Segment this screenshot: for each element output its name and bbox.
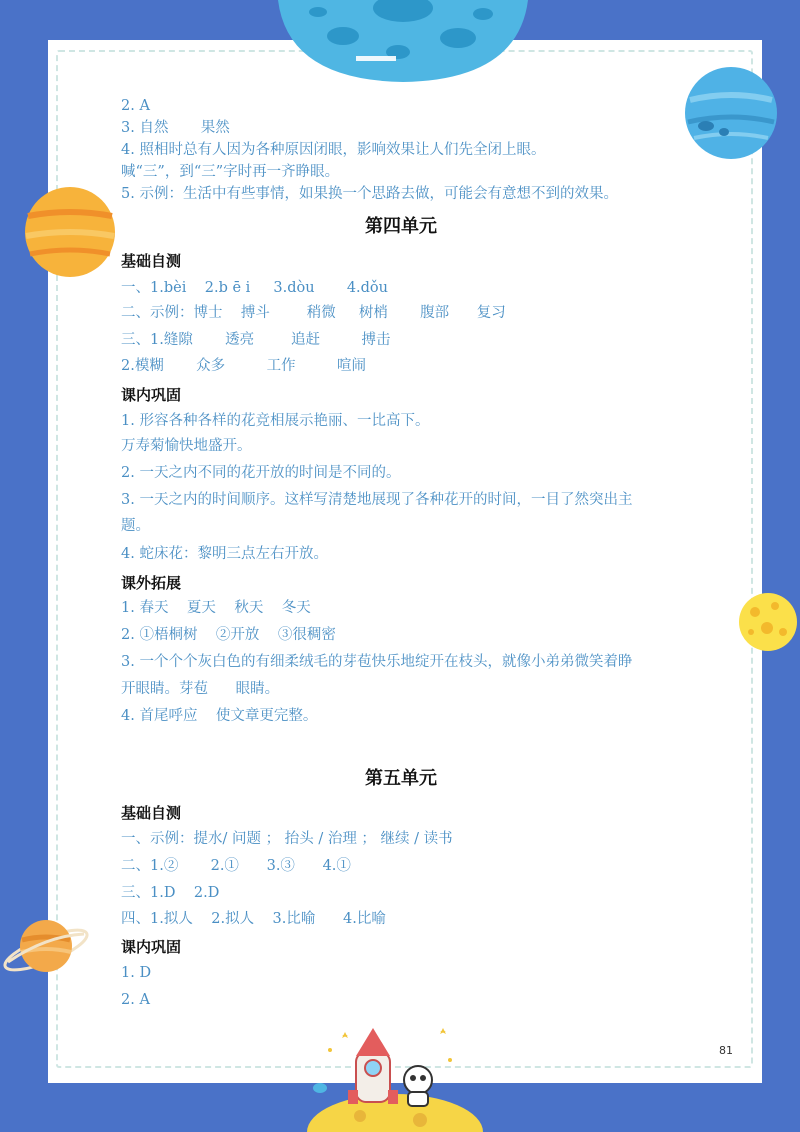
yellow-planet-icon <box>737 592 799 652</box>
answer-line: 开眼睛。芽苞 眼睛。 <box>121 681 280 697</box>
answer-line: 万寿菊愉快地盛开。 <box>121 438 252 454</box>
unit5-section-title: 基础自测 <box>121 804 182 822</box>
answer-line: 3. 一个个个灰白色的有细柔绒毛的芽苞快乐地绽开在枝头，就像小弟弟微笑着睁 <box>121 654 633 670</box>
answer-line: 三、1.D 2.D <box>121 885 220 901</box>
answer-line: 题。 <box>121 518 150 534</box>
answer-line: 2. ①梧桐树 ②开放 ③很稠密 <box>121 627 336 643</box>
unit5-title: 第五单元 <box>365 768 437 789</box>
unit4-section-title: 课内巩固 <box>121 386 182 404</box>
answer-line: 4. 首尾呼应 使文章更完整。 <box>121 708 318 724</box>
answer-line: 1. 春天 夏天 秋天 冬天 <box>121 600 311 616</box>
answer-line: 二、示例：博士 搏斗 稍微 树梢 腹部 复习 <box>121 305 506 321</box>
answer-line: 3. 一天之内的时间顺序。这样写清楚地展现了各种花开的时间，一目了然突出主 <box>121 492 633 508</box>
answer-line: 4. 照相时总有人因为各种原因闭眼，影响效果让人们先全闭上眼。 <box>121 142 546 158</box>
answer-line: 3. 自然 果然 <box>121 120 230 136</box>
answer-line: 2.模糊 众多 工作 喧闹 <box>121 358 367 374</box>
top-planet-icon <box>278 0 528 85</box>
answer-line: 三、1.缝隙 透亮 追赶 搏击 <box>121 332 391 348</box>
orange-planet-icon <box>24 186 116 278</box>
ringed-planet-icon <box>0 910 92 990</box>
blue-planet-icon <box>684 66 778 160</box>
unit5-section-title: 课内巩固 <box>121 938 182 956</box>
page-number: 81 <box>719 1044 733 1057</box>
answer-line: 二、1.② 2.① 3.③ 4.① <box>121 858 351 874</box>
answer-line: 1. D <box>121 965 152 981</box>
answer-line: 一、1.bèi 2.b ē i 3.dòu 4.dǒu <box>121 280 389 296</box>
answer-line: 四、1.拟人 2.拟人 3.比喻 4.比喻 <box>121 911 386 927</box>
answer-line: 2. 一天之内不同的花开放的时间是不同的。 <box>121 465 401 481</box>
unit4-section-title: 基础自测 <box>121 252 182 270</box>
answer-line: 1. 形容各种各样的花竞相展示艳丽、一比高下。 <box>121 413 430 429</box>
rocket-moon-illustration <box>300 1020 490 1132</box>
answer-line: 5. 示例：生活中有些事情，如果换一个思路去做，可能会有意想不到的效果。 <box>121 186 618 202</box>
answer-line: 2. A <box>121 992 150 1008</box>
answer-line: 2. A <box>121 98 150 114</box>
answer-line: 4. 蛇床花：黎明三点左右开放。 <box>121 546 328 562</box>
unit4-title: 第四单元 <box>365 216 437 237</box>
unit4-section-title: 课外拓展 <box>121 574 182 592</box>
answer-line: 喊“三”，到“三”字时再一齐睁眼。 <box>121 164 340 180</box>
answer-line: 一、示例：提水/ 问题 ； 抬头 / 治理 ； 继续 / 读书 <box>121 831 453 847</box>
